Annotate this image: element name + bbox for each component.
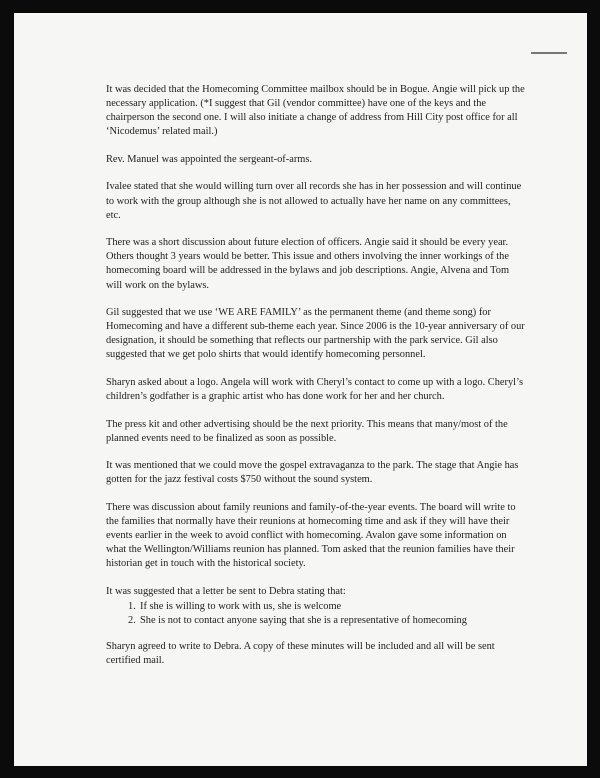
list-number: 1. [128,601,136,613]
paragraph-theme: Gil suggested that we use ‘WE ARE FAMILY’ as the permanent theme (and theme song) for Homecoming and have a different sub-theme each year. Since 2006 is the 10-year anniversary of our designation, it should be something that reflects our partnership with the park service. Gil also suggested that we get polo shirts that would identify homecoming personnel. [106,307,525,361]
paragraph-gospel: It was mentioned that we could move the gospel extravaganza to the park. The stage that Angie has gotten for the jazz festival costs $750 without the sound system. [106,460,519,486]
document-page [14,13,587,766]
list-item [106,614,526,628]
list-text: If she is willing to work with us, she is welcome [140,601,342,613]
paragraph-closing: Sharyn agreed to write to Debra. A copy of these minutes will be included and all will be sent certified mail. [106,641,495,667]
letter-conditions-list [106,600,526,628]
list-item [106,600,526,614]
list-number: 2. [128,615,136,627]
paragraph-elections: There was a short discussion about future election of officers. Angie said it should be every year. Others thought 3 years would be better. This issue and others involving the inner workings of the homecoming board will be addressed in the bylaws and job descriptions. Angie, Alvena and Tom will work on the bylaws. [106,237,510,291]
paragraph-press-kit: The press kit and other advertising should be the next priority. This means that many/most of the planned events need to be finalized as soon as possible. [106,418,508,444]
paragraph-records: Ivalee stated that she would willing turn over all records she has in her possession and will continue to work with the group although she is not allowed to actually have her name on any committees, etc. [106,181,522,221]
paragraph-letter: It was suggested that a letter be sent to Debra stating that: [106,586,346,598]
list-text: She is not to contact anyone saying that she is a representative of homecoming [140,615,467,627]
paragraph-reunions: There was discussion about family reunions and family-of-the-year events. The board will write to the families that normally have their reunions at homecoming time and ask if they will have their events earlier in the week to avoid conflict with homecoming. Avalon gave some information on what the Wellington/Williams reunion has planned. Tom asked that the reunion families have their historian get in touch with the historical society. [106,502,516,570]
paragraph-mailbox: It was decided that the Homecoming Committee mailbox should be in Bogue. Angie will pick up the necessary application. (*I suggest that Gil (vendor committee) have one of the keys and the chairperson the second one. I will also initiate a change of address from Hill City post office for all ‘Nicodemus’ related mail.) [106,84,525,138]
minutes-body [106,83,526,682]
pen-mark [531,52,567,54]
paragraph-sergeant: Rev. Manuel was appointed the sergeant-of-arms. [106,153,313,165]
paragraph-logo: Sharyn asked about a logo. Angela will work with Cheryl’s contact to come up with a logo. Cheryl’s children’s godfather is a graphic artist who has done work for her and her church. [106,377,523,403]
